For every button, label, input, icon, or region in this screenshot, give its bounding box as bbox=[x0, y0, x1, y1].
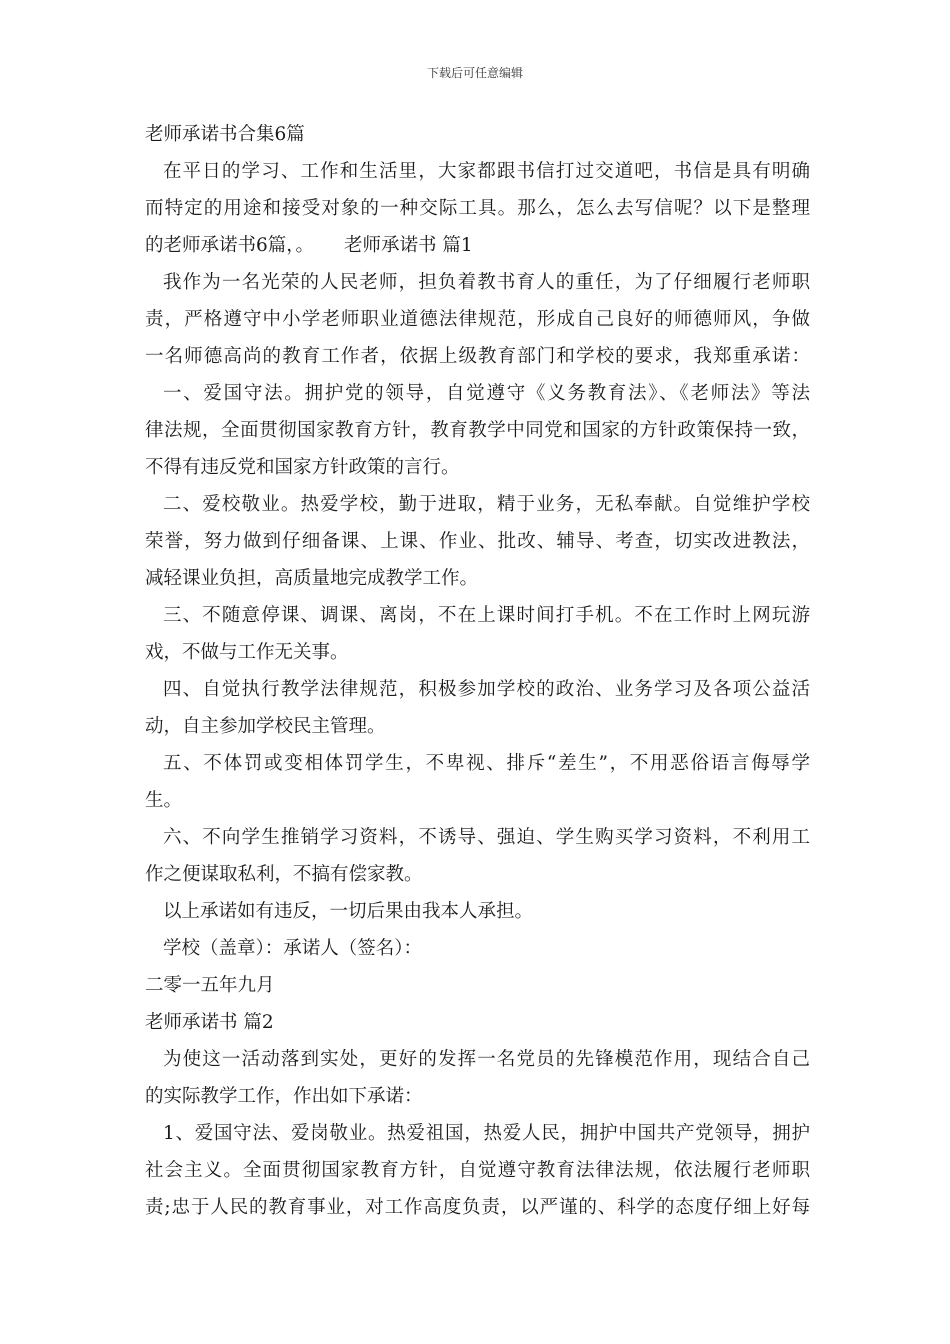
s1-signature: 学校（盖章）：承诺人（签名）： bbox=[163, 938, 423, 959]
intro-tail: 的老师承诺书6篇，。 bbox=[145, 235, 315, 256]
document-body bbox=[145, 116, 810, 1226]
document-title: 老师承诺书合集6篇 bbox=[145, 124, 305, 145]
intro-line-1: 在平日的学习、工作和生活里，大家都跟书信打过交道吧，书信是具有明确 bbox=[163, 161, 810, 182]
intro-line-3 bbox=[145, 227, 810, 264]
s1-item2-line-1: 二、爱校敬业。热爱学校，勤于进取，精于业务，无私奉献。自觉维护学校 bbox=[163, 494, 810, 515]
s2-para-line-2: 的实际教学工作，作出如下承诺： bbox=[145, 1086, 423, 1107]
page-header: 下载后可任意编辑 bbox=[426, 66, 523, 80]
s1-para-line-1: 我作为一名光荣的人民老师，担负着教书育人的重任，为了仔细履行老师职 bbox=[163, 272, 810, 293]
s1-item1-line-3: 不得有违反党和国家方针政策的言行。 bbox=[145, 457, 460, 478]
s1-closing: 以上承诺如有违反，一切后果由我本人承担。 bbox=[163, 901, 534, 922]
s1-item6-line-2: 作之便谋取私利，不搞有偿家教。 bbox=[145, 864, 423, 885]
s2-item1-line-1: 1、爱国守法、爱岗敬业。热爱祖国，热爱人民，拥护中国共产党领导，拥护 bbox=[163, 1123, 810, 1144]
s1-item4-line-2: 动，自主参加学校民主管理。 bbox=[145, 716, 386, 737]
s1-para-line-3: 一名师德高尚的教育工作者，依据上级教育部门和学校的要求，我郑重承诺： bbox=[145, 346, 810, 367]
s1-item1-line-2: 律法规，全面贯彻国家教育方针，教育教学中同党和国家的方针政策保持一致， bbox=[145, 420, 810, 441]
intro-line-2: 而特定的用途和接受对象的一种交际工具。那么，怎么去写信呢？以下是整理 bbox=[145, 198, 810, 219]
section-heading-2: 老师承诺书 篇2 bbox=[145, 1012, 274, 1033]
s1-date: 二零一五年九月 bbox=[145, 975, 275, 996]
s1-item1-line-1: 一、爱国守法。拥护党的领导，自觉遵守《义务教育法》、《老师法》等法 bbox=[163, 383, 810, 404]
s2-para-line-1: 为使这一活动落到实处，更好的发挥一名党员的先锋模范作用，现结合自己 bbox=[163, 1049, 810, 1070]
section-heading-1: 老师承诺书 篇1 bbox=[344, 235, 473, 256]
s1-item3-line-1: 三、不随意停课、调课、离岗，不在上课时间打手机。不在工作时上网玩游 bbox=[163, 605, 810, 626]
s1-item2-line-2: 荣誉，努力做到仔细备课、上课、作业、批改、辅导、考查，切实改进教法， bbox=[145, 531, 810, 552]
s1-para-line-2: 责，严格遵守中小学老师职业道德法律规范，形成自己良好的师德师风，争做 bbox=[145, 309, 810, 330]
s1-item6-line-1: 六、不向学生推销学习资料，不诱导、强迫、学生购买学习资料，不利用工 bbox=[163, 827, 810, 848]
s1-item5-line-1: 五、不体罚或变相体罚学生，不卑视、排斥“差生”，不用恶俗语言侮辱学 bbox=[163, 753, 810, 774]
s2-item1-line-3: 责;忠于人民的教育事业，对工作高度负责，以严谨的、科学的态度仔细上好每 bbox=[145, 1197, 810, 1218]
s1-item3-line-2: 戏，不做与工作无关事。 bbox=[145, 642, 349, 663]
s1-item2-line-3: 减轻课业负担，高质量地完成教学工作。 bbox=[145, 568, 479, 589]
s1-item4-line-1: 四、自觉执行教学法律规范，积极参加学校的政治、业务学习及各项公益活 bbox=[163, 679, 810, 700]
s2-item1-line-2: 社会主义。全面贯彻国家教育方针，自觉遵守教育法律法规，依法履行老师职 bbox=[145, 1160, 810, 1181]
s1-item5-line-2: 生。 bbox=[145, 790, 183, 811]
